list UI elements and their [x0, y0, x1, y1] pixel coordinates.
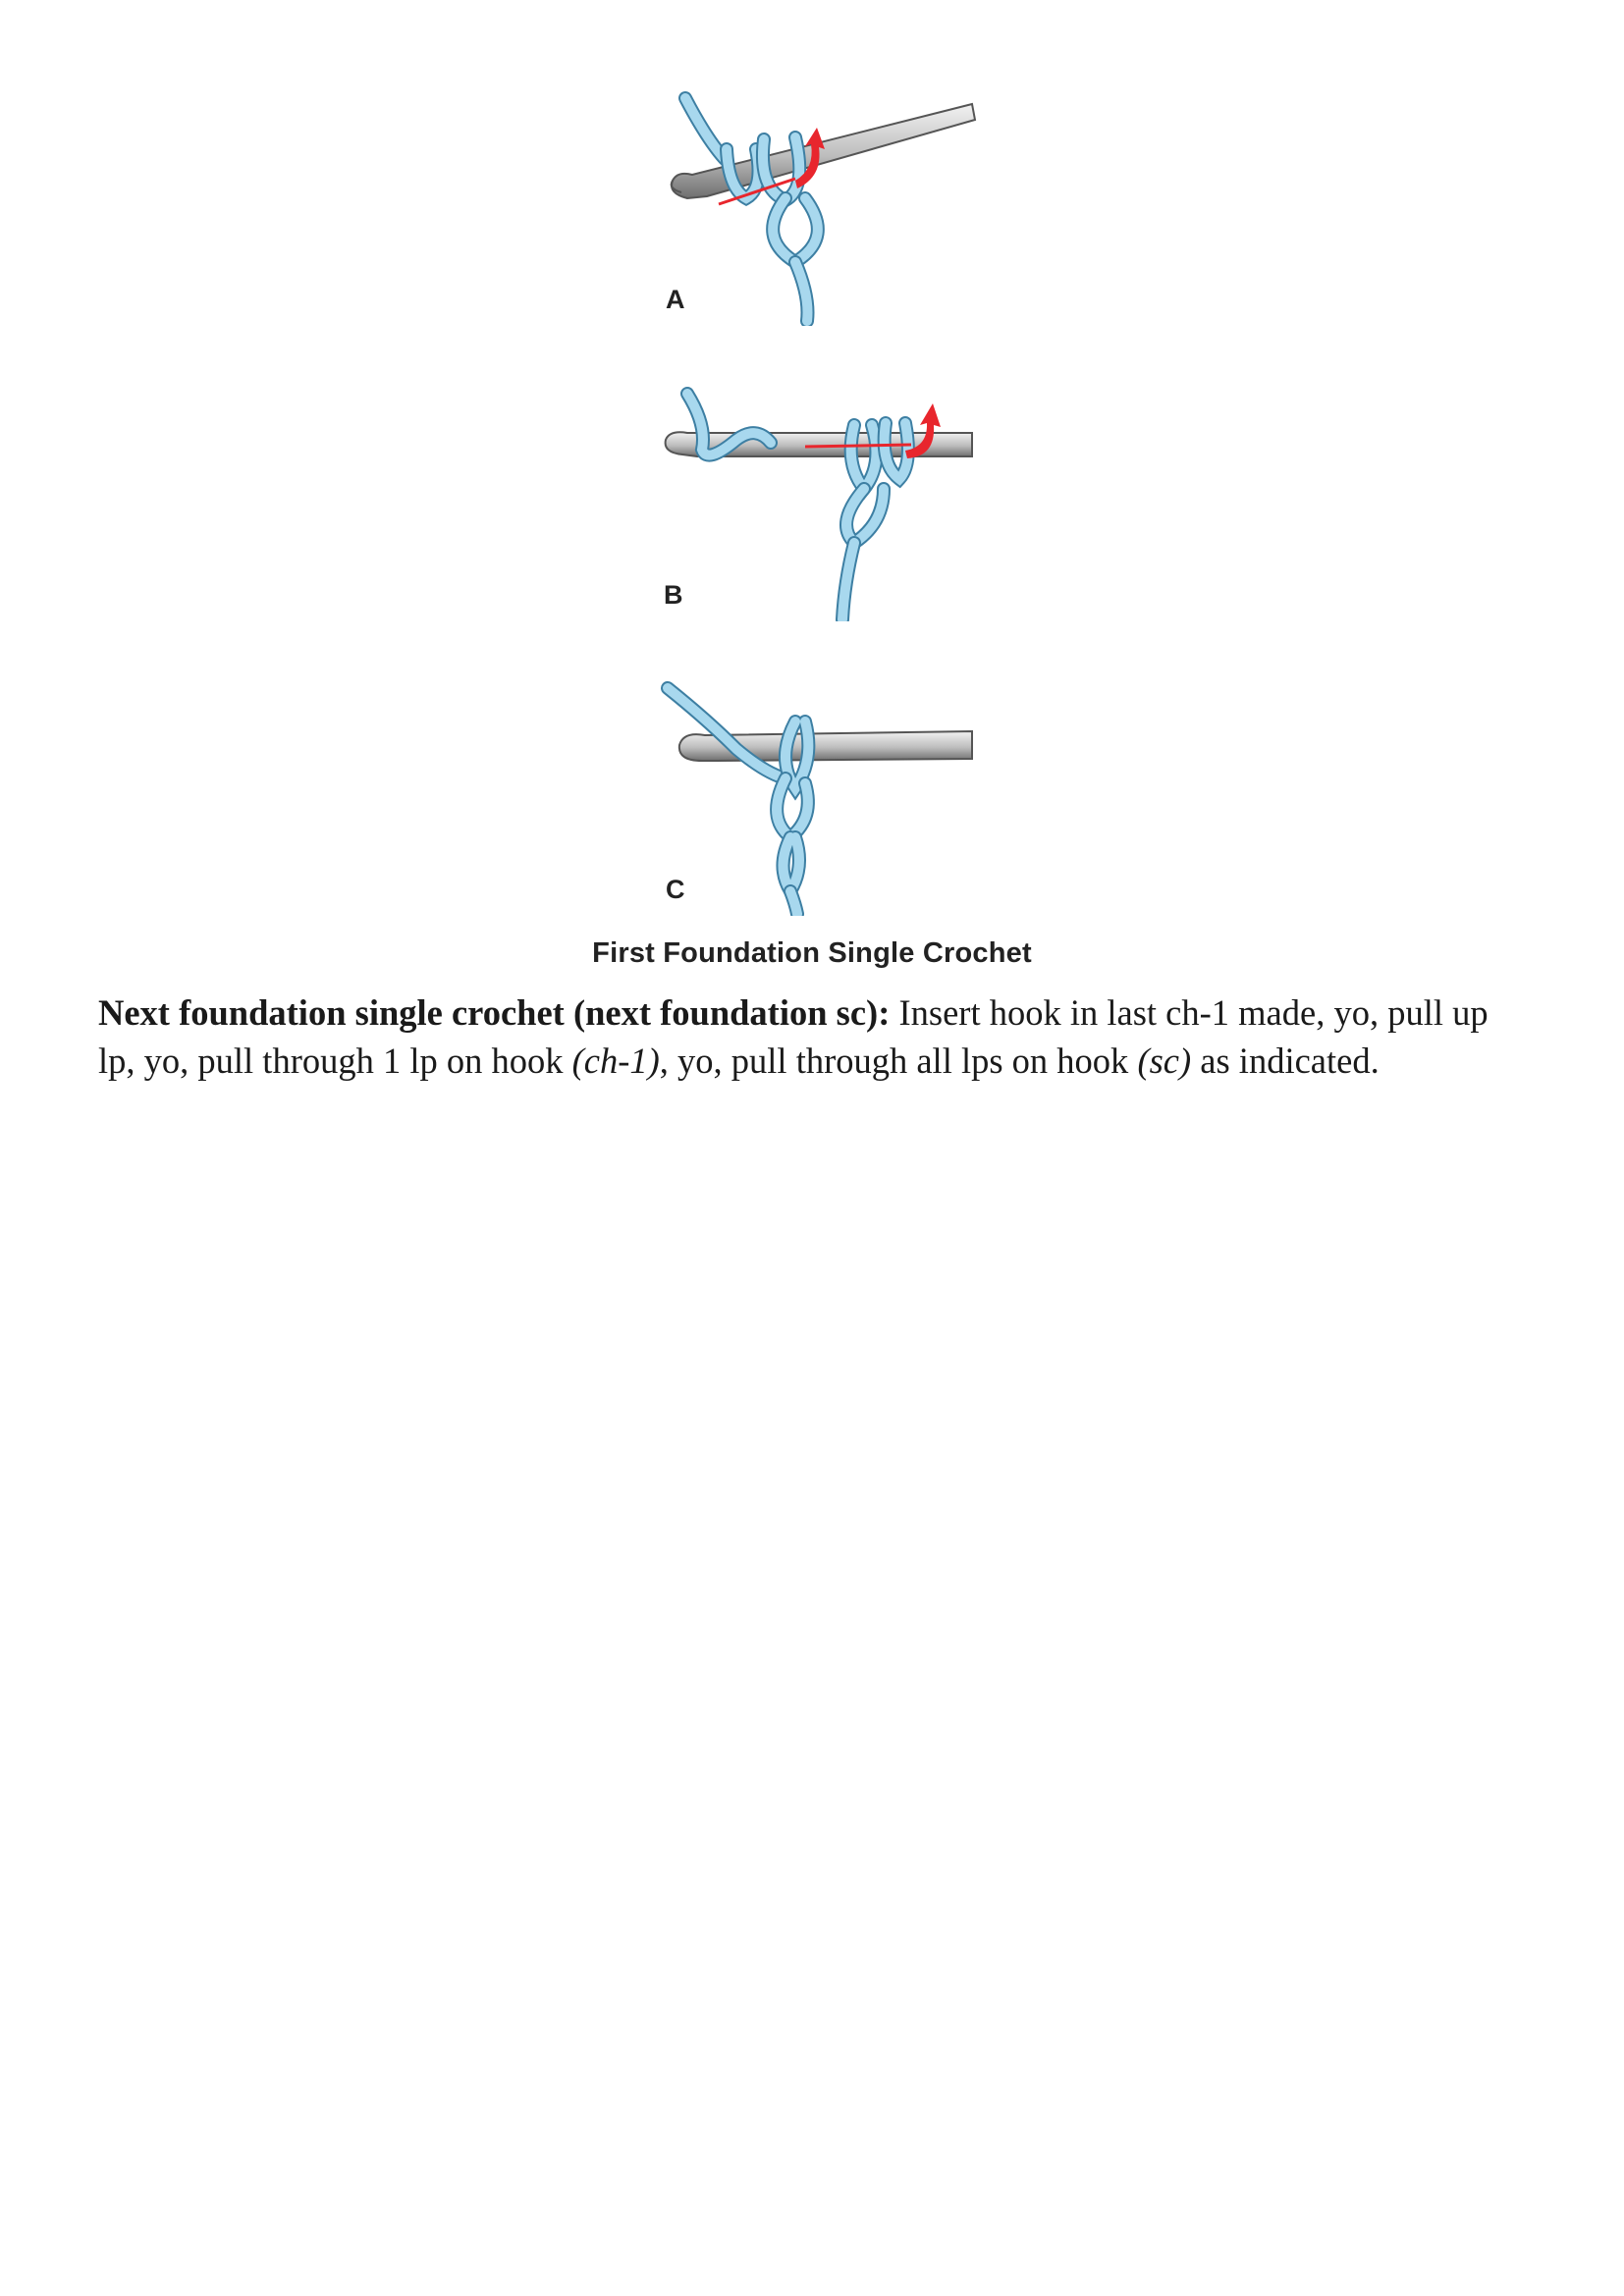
figure-label-c: C: [666, 875, 685, 904]
figure-label-a: A: [666, 285, 685, 314]
figure-caption: First Foundation Single Crochet: [592, 937, 1032, 969]
insert-arrow-line: [805, 445, 911, 447]
instruction-paragraph: [98, 989, 1532, 1085]
instruction-text-3: as indicated.: [1191, 1040, 1380, 1081]
illustration-a: [648, 90, 982, 326]
instruction-emphasis-2: (sc): [1137, 1040, 1192, 1081]
illustration-c: [648, 680, 982, 916]
instruction-heading: Next foundation single crochet (next foundation sc):: [98, 992, 891, 1033]
illustration-b: [648, 386, 982, 621]
figure-label-b: B: [664, 580, 683, 610]
instruction-text-1: Insert hook in last ch-1 made, yo, pull up lp, yo, pull through 1 lp on hook: [98, 992, 1489, 1081]
instruction-emphasis-1: (ch-1): [571, 1040, 660, 1081]
instruction-text-2: , yo, pull through all lps on hook: [659, 1040, 1138, 1081]
